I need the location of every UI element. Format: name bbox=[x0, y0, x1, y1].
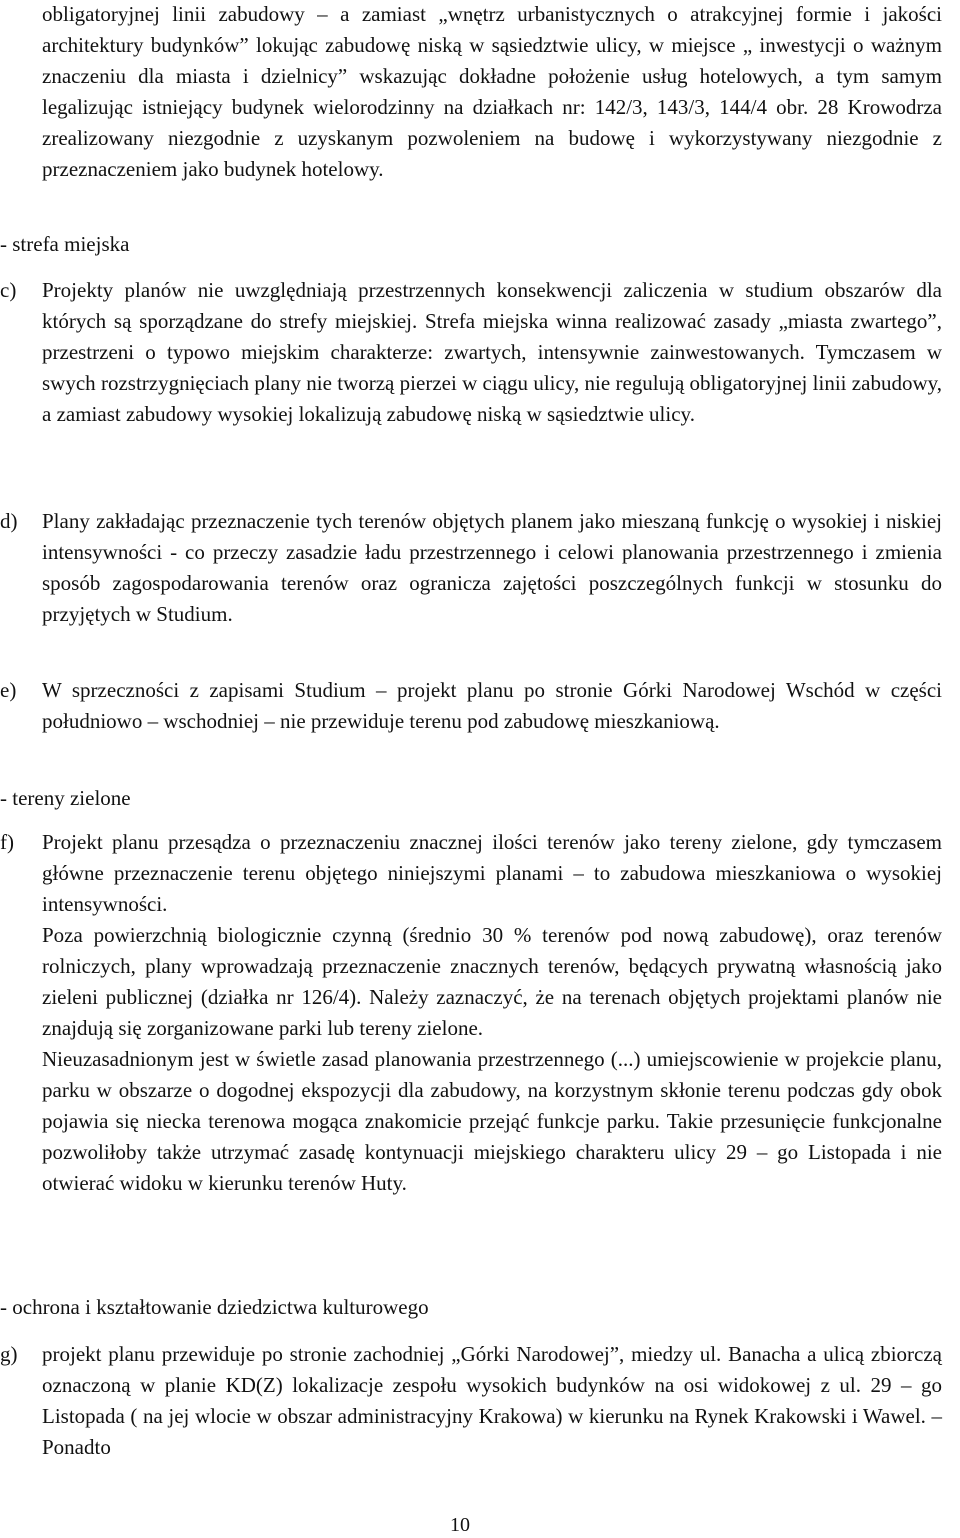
item-f-marker: f) bbox=[0, 830, 14, 854]
item-d-text: Plany zakładając przeznaczenie tych terenów objętych planem jako mieszaną funkcję o wysokiej i niskiej intensywności - co przeczy zasadzie ładu przestrzennego i celowi planowania przestrzennego i zmienia sposób zagospodarowania terenów oraz ogranicza zajętości poszczególnych funkcji w stosunku do przyjętych w Studium. bbox=[42, 509, 942, 626]
heading-dziedzictwo: - ochrona i kształtowanie dziedzictwa kulturowego bbox=[0, 1295, 429, 1319]
item-f-paragraph-3: Nieuzasadnionym jest w świetle zasad planowania przestrzennego (...) umiejscowienie w projekcie planu, parku w obszarze o dogodnej ekspozycji dla zabudowy, na korzystnym skłonie terenu podczas gdy obok pojawia się niecka terenowa mogąca znakomicie przejąć funkcje parku. Takie przesunięcie funkcjonalne pozwoliłoby także utrzymać zasadę kontynuacji miejskiego charakteru ulicy 29 – go Listopada i nie otwierać widoku w kierunku terenów Huty. bbox=[42, 1047, 942, 1195]
item-g-text: projekt planu przewiduje po stronie zachodniej „Górki Narodowej”, miedzy ul. Banacha a ulicą zbiorczą oznaczoną w planie KD(Z) lokalizacje zespołu wysokich budynków na osi widokowej z ul. 29 – go Listopada ( na jej wlocie w obszar administracyjny Krakowa) w kierunku na Rynek Krakowski i Wawel. – Ponadto bbox=[42, 1342, 942, 1459]
item-e-text: W sprzeczności z zapisami Studium – projekt planu po stronie Górki Narodowej Wschód w części południowo – wschodniej – nie przewiduje terenu pod zabudowę mieszkaniową. bbox=[42, 678, 942, 733]
item-f-paragraph-2: Poza powierzchnią biologicznie czynną (średnio 30 % terenów pod nową zabudowę), oraz terenów rolniczych, plany wprowadzają przeznaczenie znacznych terenów, będących prywatną własnością jako zieleni publicznej (działka nr 126/4). Należy zaznaczyć, że na terenach objętych projektami planów nie znajdują się zorganizowane parki lub tereny zielone. bbox=[42, 923, 942, 1040]
item-f-paragraph-1: Projekt planu przesądza o przeznaczeniu znacznej ilości terenów jako tereny zielone, gdy tymczasem główne przeznaczenie terenu objętego niniejszymi planami – to zabudowa mieszkaniowa o wysokiej intensywności. bbox=[42, 830, 942, 916]
heading-strefa-miejska: - strefa miejska bbox=[0, 232, 130, 256]
item-e-marker: e) bbox=[0, 678, 17, 702]
item-c-text: Projekty planów nie uwzględniają przestrzennych konsekwencji zaliczenia w studium obszarów dla których są sporządzane do strefy miejskiej. Strefa miejska winna realizować zasady „miasta zwartego”, przestrzeni o typowo miejskim charakterze: zwartych, intensywnie zainwestowanych. Tymczasem w swych rozstrzygnięciach plany nie tworzą pierzei w ciągu ulicy, nie regulują obligatoryjnej linii zabudowy, a zamiast zabudowy wysokiej lokalizują zabudowę niską w sąsiedztwie ulicy. bbox=[42, 278, 942, 426]
item-f-body bbox=[42, 827, 942, 1199]
heading-tereny-zielone: - tereny zielone bbox=[0, 786, 131, 810]
page-number: 10 bbox=[450, 1514, 470, 1536]
item-c-marker: c) bbox=[0, 278, 17, 302]
item-d-marker: d) bbox=[0, 509, 18, 533]
intro-paragraph: obligatoryjnej linii zabudowy – a zamiast „wnętrz urbanistycznych o atrakcyjnej formie i jakości architektury budynków” lokując zabudowę niską w sąsiedztwie ulicy, w miejsce „ inwestycji o ważnym znaczeniu dla miasta i dzielnicy” wskazując dokładne położenie usług hotelowych, a tym samym legalizując istniejący budynek wielorodzinny na działkach nr: 142/3, 143/3, 144/4 obr. 28 Krowodrza zrealizowany niezgodnie z uzyskanym pozwoleniem na budowę i wykorzystywany niezgodnie z przeznaczeniem jako budynek hotelowy. bbox=[42, 2, 942, 181]
item-g-marker: g) bbox=[0, 1342, 18, 1366]
